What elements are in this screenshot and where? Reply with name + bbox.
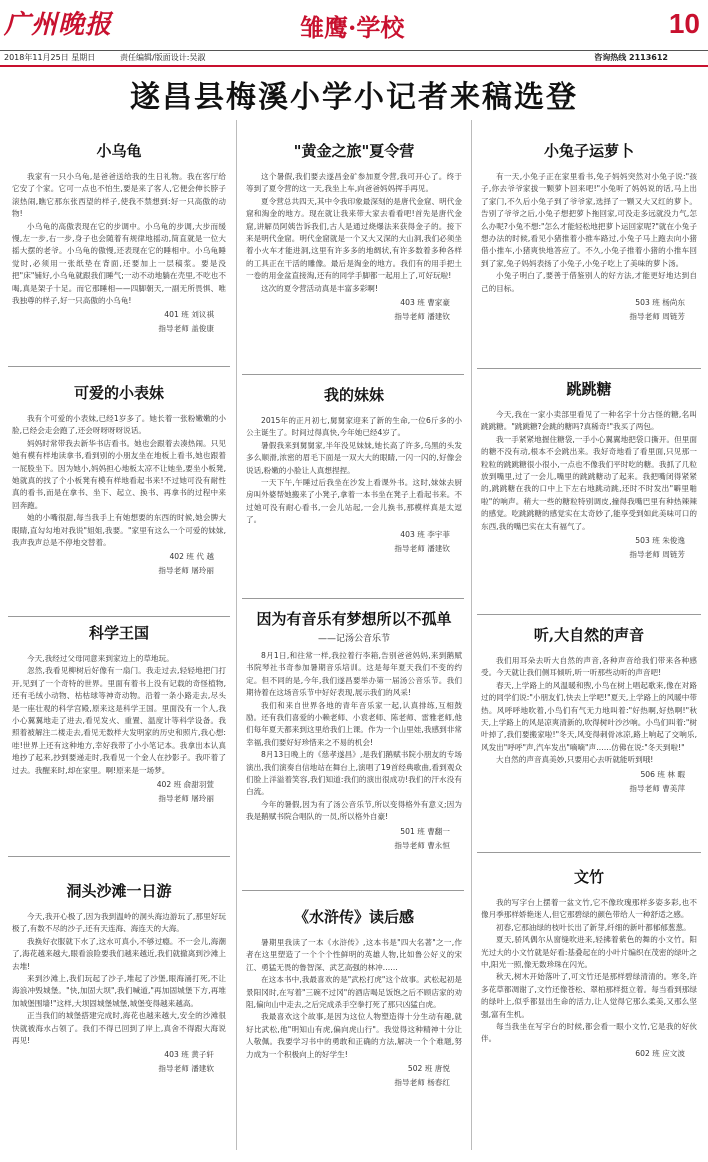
section-title: 雏鹰·学校 — [300, 13, 405, 42]
author-class: 602 班 应文波 — [635, 1048, 685, 1058]
author-class: 401 班 刘议祺 — [164, 310, 214, 320]
article-divider — [8, 856, 230, 857]
article-bunny-radish — [481, 140, 697, 370]
article-paragraph: 初春,它那油绿的枝叶长出了新芽,纤细的新叶都郁郁葱葱。 — [496, 922, 691, 932]
article-gold-camp — [246, 140, 462, 370]
article-title: 听,大自然的声音 — [533, 626, 645, 644]
article-paragraph: 这次的夏令营活动真是丰富多彩啊! — [261, 283, 378, 293]
article-title: "黄金之旅"夏令营 — [293, 142, 415, 160]
author-teacher: 指导老师 周链芳 — [629, 550, 685, 560]
article-paragraph: 有一天,小兔子正在家里看书,兔子妈妈突然对小兔子说:"孩子,你去爷爷家拔一颗萝卜回来吧!"小兔听了妈妈说的话,马上出了家门,不久后小兔子到了爷爷家,选择了一颗又大又红的萝卜。告别了爷爷之后,小兔子想把萝卜拖回家,可没走多远就没力气,怎么办呢?小兔不想:"怎么才能轻松地把萝卜运回家呢?"就在小兔子想办法的时候,看见小猪推着小推车路过,小兔子马上跑去向小猪借小推车,小猪爽快地答应了。不久,小兔子推着小猪的小推车回到了家,兔子妈妈表扬了小兔子,小兔子吃上了美味的萝卜汤。 — [481, 172, 697, 268]
article-science-kingdom — [12, 622, 226, 852]
author-teacher: 指导老师 潘建软 — [158, 1064, 214, 1074]
author-class: 402 班 代 越 — [169, 552, 214, 562]
article-paragraph: 今年的暑假,因为有了汤公音乐节,所以变得格外有意义;因为我是鹅赋书院合唱队的一员,所以格外自豪! — [246, 799, 462, 822]
author-class: 403 班 黄子轩 — [164, 1050, 214, 1060]
article-paragraph: 在这本书中,我最喜欢的是"武松打虎"这个故事。武松起初是景阳冈时,在写着"三碗不过冈"的酒店喝足饭饱之后不顾店家的劝阻,偏向山中走去,之后完成杀手空拳打死了那只凶猛白虎。 — [246, 975, 462, 1010]
article-dongtou-beach — [12, 880, 226, 1150]
article-divider — [477, 852, 701, 853]
article-title: 我的妹妹 — [323, 386, 384, 404]
author-class: 501 班 曹翻一 — [400, 826, 450, 836]
column-divider — [471, 120, 472, 1150]
article-paragraph: 小兔子明白了,要善于借鉴别人的好方法,才能更好地达到自己的目标。 — [481, 271, 697, 293]
article-paragraph: 忽然,我看见柳树后好像有一扇门。我走过去,轻轻地把门打开,见到了一个奇特的世界。里面有着书上没有记载的奇怪植物,还有毛绒小动物、枯枯球等神奇动物。沿着一条小路走去,尽头是一座壮观的科学宫殿,原来这是科学王国。里面没有一个人,我小心翼翼地走了进去,看见发火、重置、温度计等科学设备。我照着被解注二楼走去,看见无数样大发明家的历史和照片,我心想:哇!世界上还有这种地方,幸好我带了小小笔记本。我拿出本认真地抄了起来,抄到要递走时,我看见一个金人在抄影子。我吓着了过去。我醒来时,却在家里。啊!原来是一场梦。 — [12, 666, 226, 775]
article-paragraph: 暑期里我读了一本《水浒传》,这本书是"四大名著"之一,作者在这里塑造了一个个个性鲜明的英雄人物,比如鲁公好义的宋江、勇猛无畏的鲁智深、武艺高强的林冲…… — [246, 938, 462, 972]
author-teacher: 指导老师 曹永恒 — [394, 840, 450, 850]
author-teacher: 指导老师 潘建钦 — [394, 543, 450, 553]
article-divider — [242, 374, 464, 375]
article-title: 文竹 — [573, 868, 604, 886]
article-divider — [8, 616, 230, 617]
article-paragraph: 今天,我开心极了,因为我到温岭的洞头海边游玩了,那里好玩极了,有数不尽的沙子,还有天连海、海连天的大海。 — [12, 912, 226, 934]
article-title: 可爱的小表妹 — [73, 384, 164, 402]
article-music-festival — [246, 610, 462, 882]
article-paragraph: 这个暑假,我们要去遂昌金矿参加夏令营,我可开心了。终于等到了夏令营的这一天,我坐上车,向爸爸妈妈挥手再见。 — [246, 172, 462, 194]
article-title: 小乌龟 — [96, 142, 142, 160]
article-paragraph: 春天,上学路上的风温暖和煦,小鸟在树上唱起歌来,像在对路过的同学们说:"小朋友们,快去上学吧!"夏天,上学路上的风暖中带热。风呼呼地吹着,小鸟们有气无力地叫着:"好热啊,好热啊!"秋天,上学路上的风是凉爽清新的,吹得树叶沙沙响。小鸟们叫着:"树叶掉了,我们要搬家啦!"冬天,风变得刺骨冰凉,路上响起了交响乐,风发出"呼呼"声,汽车发出"嘀嘀"声……仿佛在说:"冬天到啦!" — [481, 680, 697, 752]
article-asparagus-fern — [481, 866, 697, 1154]
article-paragraph: 小乌龟的高傲表现在它的步调中。小乌龟的步调,大步而缓慢,左一步,右一步,身子也会随着有规律地摇动,简直就是一位大摇大摆的老爷。小乌龟的傲慢,还表现在它的睡相中。小乌龟睡觉时,必须用一张纸垫在背面,还要加上一层稿浆。要是没把"床"铺好,小乌龟就跟我们睡气;一动不动地躺在壳里,不吃也不喝,真是架子十足。而它那睡相——四脚朝天,一副无所畏惧、唯我独尊的样子,好一只高傲的小乌龟! — [12, 221, 226, 306]
author-teacher: 指导老师 盖俊康 — [158, 324, 214, 334]
article-paragraph: 我换好衣服就下水了,这水可真小,不够过瘾。不一会儿,海潮了,海花越来越大,眼看浪险要我们越来越近,我们就撤离到沙滩上去堆! — [12, 936, 226, 971]
article-title: 小兔子运萝卜 — [543, 142, 634, 160]
article-paragraph: 妈妈时常带我去新华书店看书。她也会跟着去凑热闹。只见她有模有样地读拿书,看到别的小朋友坐在地板上看书,她也跟着一屁股坐下。因为她小,妈妈担心地板太凉不让她坐,要坐小板凳,她就真的找了个小板凳有模有样地看起书来!不过她可没有耐性真的看书,而是在拿书、坐下、起立、换书、再拿书的过程中来回奔跑。 — [12, 438, 226, 510]
article-divider — [477, 614, 701, 615]
article-paragraph: 暑假我来到舅舅家,半年没见妹妹,她长高了许多,乌黑的头发多么顺滑,浓密的眉毛下面是一双大大的眼睛,一闪一闪的,好像会说话,粉嫩的小脸让人真想捏捏。 — [246, 440, 462, 475]
article-paragraph: 我们和来自世界各地的青年音乐家一起,认真排练,互相鼓励。还有我们喜爱的小赖老师、小袁老师、陈老师、雷雅老师,他们每年夏天都来到这里给我们上课。作为一个山里娃,我感到非常幸福,我们要好好珍惜来之不易的机会! — [246, 700, 462, 747]
article-paragraph: 我们用耳朵去听大自然的声音,各种声音给我们带来各种感受。今天就让我们侧耳倾听,听一听那些动听的声音吧! — [481, 656, 697, 678]
article-nature-sounds — [481, 624, 697, 850]
author-teacher: 指导老师 周链芳 — [629, 312, 685, 322]
article-paragraph: 8月13日晚上的《慈孝遂昌》,是我们鹅赋书院小朋友的专场演出,我们演奏自信地站在舞台上,演唱了19首经典歌曲,看到观众们脸上洋溢着笑容,我们知道:我们的演出很成功!我们的汗水没有白流。 — [246, 750, 462, 797]
article-cute-cousin — [12, 382, 226, 612]
author-class: 403 班 李宇菲 — [400, 529, 450, 539]
column-divider — [236, 120, 237, 1150]
page-number: 10 — [668, 8, 700, 39]
article-paragraph: 夏天,骄风偶尔从窗缝吹进来,轻拂着紫色的舞的小文竹。阳光过大的小文竹就是好看:基叠起在的小叶片编织在茂密的绿叶之中,阳光一照,像无数珍珠在闪光。 — [481, 935, 697, 970]
article-divider — [8, 366, 230, 367]
masthead — [0, 0, 708, 50]
article-paragraph: 8月1日,和往常一样,我拉着行李箱,告别爸爸妈妈,来到鹅赋书院琴社书奇参加暑期音乐培训。这是每年夏天我们不变的约定。但不同的是,今年,我们遂昌要举办第一届汤公音乐节。我们期待着在这场音乐节中好好表现,展示我们的风采! — [246, 651, 462, 698]
article-my-sister — [246, 384, 462, 594]
article-water-margin — [246, 906, 462, 1154]
article-title: 跳跳糖 — [566, 380, 612, 398]
article-paragraph: 我一手紧紧地握住糖袋,一手小心翼翼地把袋口撕开。但里面的糖不没有动,根本不会跳出来。我好奇地看了看里面,只见那一粒粒的跳跳糖很小很小,一点也不像我们平时吃的糖。我抓了几粒放到嘴里,过了一会儿,嘴里的跳跳糖动了起来。我把嘴闭得紧紧的,跳跳糖在我的口中上下左右地跳动跳,还时不时发出"噼里啪啦"的响声。稍大一些的糖粒特别调皮,撞得我嘴巴里有种热辣辣的感觉。吃跳跳糖的感觉实在太奇妙了,能享受到如此美味可口的东西,我的嘴巴实在太有福气了。 — [481, 434, 697, 531]
article-subtitle: ——记汤公音乐节 — [317, 634, 390, 644]
article-paragraph: 我有个可爱的小表妹,已经1岁多了。她长着一张粉嫩嫩的小脸,已经会走会跑了,还会呀呀呀呀说话。 — [12, 414, 226, 436]
author-teacher: 指导老师 屠玲丽 — [158, 794, 214, 804]
article-paragraph: 每当我坐在写字台的时候,都会看一眼小文竹,它是我的好伙伴。 — [481, 1022, 697, 1044]
article-paragraph: 一天下午,午睡过后我坐在沙发上看课外书。这时,妹妹去厨房叫外婆帮她搬来了小凳子,拿着一本书坐在凳子上看起书来。不过她可没有耐心看书,一会儿站起,一会儿换书,那模样真是太逗了。 — [246, 478, 462, 525]
author-class: 506 班 林 暇 — [640, 769, 685, 779]
hotline: 咨询热线 2113612 — [594, 53, 668, 62]
article-divider — [477, 368, 701, 369]
article-paragraph: 秋天,树木开始落叶了,可文竹还是那样碧绿清清的。寒冬,许多花草都凋谢了,文竹还像苍松、翠柏那样挺立着。每当看到那绿的绿叶上,似乎都显出生命的活力,让人觉得它那么柔美,又那么坚强,富有生机。 — [481, 972, 697, 1019]
article-popping-candy — [481, 378, 697, 612]
author-teacher: 指导老师 潘建钦 — [394, 312, 450, 322]
author-class: 503 班 朱俊逸 — [635, 536, 685, 546]
article-paragraph: 2015年的正月初七,舅舅家迎来了新的生命,一位6斤多的小公主诞生了。时间过得真快,今年她已经4岁了。 — [246, 416, 462, 438]
issue-date: 2018年11月25日 星期日 — [4, 53, 96, 62]
article-paragraph: 来到沙滩上,我们玩起了沙子,堆起了沙堡,眼海涌打死,不让海浪冲毁城堡。"快,加固大坝",我们喊道,"再加固城堡下方,再堆加城堡围墙!"这样,大坝固城堡城堡,城堡变得越来越高。 — [12, 974, 226, 1008]
article-paragraph: 夏令营总共四天,其中令我印象最深刻的是唐代金窟、明代金窟和淘金的地方。现在就让我来带大家去看看吧!首先是唐代金窟,讲解员阿姨告诉我们,古人是通过烧爆法来获得金子的。接下来是明代金窟。明代金窟就是一个又大又深的大山洞,我们必须坐着小火车才能进洞,这里有许多多的地绸状,有许多数着多种各样的工具正在干活的雕像。最后是淘金的地方。我们有的用手把土一卷的用金盆直接淘,还有的同学手脚都一起用上了,可好玩啦! — [246, 196, 462, 281]
article-paragraph: 今天,我经过父母同意来到家边上的草地玩。 — [27, 654, 174, 663]
article-divider — [242, 890, 464, 891]
article-little-turtle — [12, 140, 226, 355]
article-paragraph: 今天,我在一家小卖部里看见了一种名字十分古怪的糖,名叫跳跳糖。"跳跳糖?会跳的糖吗?真稀奇!"我买了两包。 — [481, 410, 697, 432]
author-teacher: 指导老师 屠玲丽 — [158, 566, 214, 576]
editor-credit: 责任编辑/版面设计:吴淑 — [120, 53, 206, 62]
meta-bar — [0, 50, 708, 67]
article-divider — [242, 598, 464, 599]
article-paragraph: 我最喜欢这个故事,是因为这位人物塑造得十分生动有趣,就好比武松,他"明知山有虎,偏向虎山行"。我觉得这种精神十分让人敬佩。我要学习书中的勇敢和正确的方法,解决一个个难题,努力成为一个积极向上的好学生! — [246, 1012, 462, 1059]
newspaper-logo: 广州晚报 — [4, 10, 113, 40]
article-title: 因为有音乐有梦想所以不孤单 — [256, 610, 452, 628]
article-title: 洞头沙滩一日游 — [66, 882, 172, 900]
article-paragraph: 她的小嘴很甜,每当我手上有她想要的东西的时候,她会脾大眼睛,直勾勾地对我说"姐姐,我要。"家里有这么一个可爱的妹妹,我声我声总是不停地交替着。 — [12, 513, 226, 548]
author-class: 403 班 曹家豪 — [400, 298, 450, 308]
author-class: 502 班 唐悦 — [407, 1064, 450, 1074]
article-paragraph: 大自然的声音真美妙,只要用心去听就能听到哦! — [496, 755, 654, 765]
author-teacher: 指导老师 杨春红 — [394, 1078, 450, 1088]
author-class: 402 班 俞甜羽萱 — [156, 780, 214, 790]
author-teacher: 指导老师 曹美萍 — [629, 783, 685, 793]
article-title: 《水浒传》读后感 — [293, 908, 414, 926]
author-class: 503 班 杨尚东 — [635, 298, 685, 308]
article-paragraph: 我家有一只小乌龟,是爸爸送给我的生日礼物。我在客厅给它安了个家。它可一点也不怕生,要是来了客人,它便会伸长脖子滚热闹,瞧它那东张西望的样子,使我不禁想到:好一只高傲的动物! — [12, 172, 226, 219]
article-paragraph: 我的写字台上摆着一盆文竹,它不像玫瑰那样多姿多彩,也不像月季那样娇艳迷人,但它那碧绿的颜色带给人一种舒适之感。 — [481, 898, 697, 920]
article-paragraph: 正当我们的城堡搭建完成时,海花也越来越大,安全的沙滩很快就被海水占领了。我们不得已回到了岸上,真舍不得跟大海说再见! — [12, 1011, 226, 1046]
page-headline: 遂昌县梅溪小学小记者来稿选登 — [130, 80, 578, 115]
article-title: 科学王国 — [88, 624, 149, 642]
